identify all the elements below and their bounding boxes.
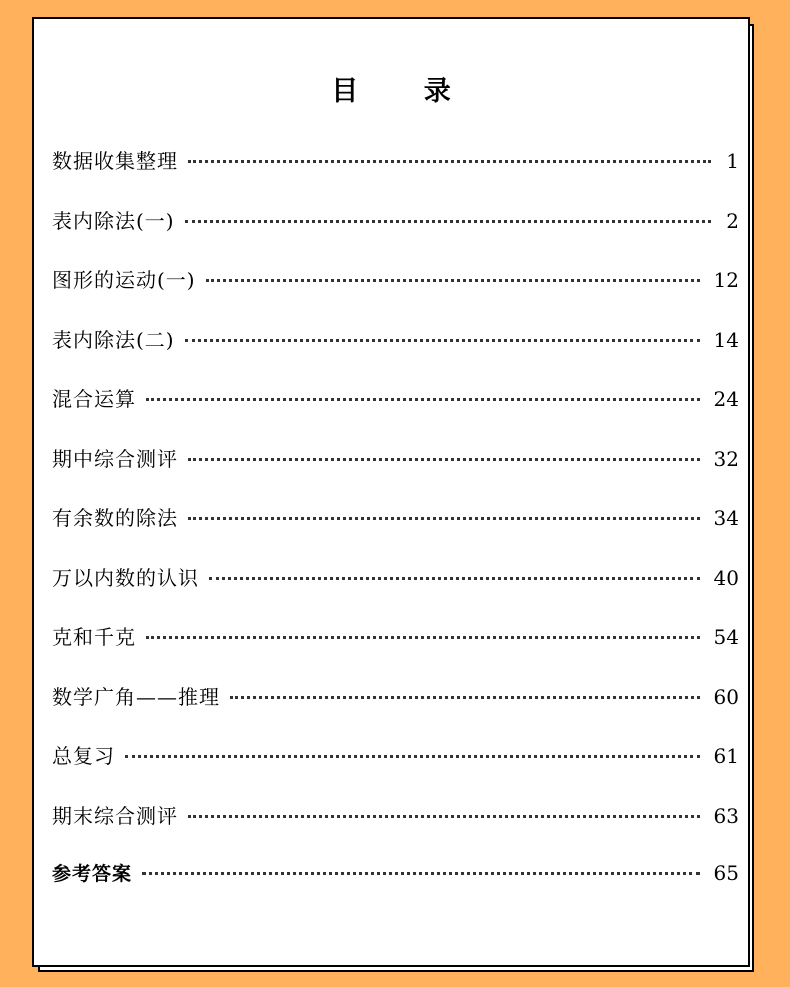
toc-entry-page-number: 12 bbox=[713, 268, 739, 292]
toc-entry-page-number: 2 bbox=[726, 208, 739, 233]
table-of-contents bbox=[52, 145, 739, 919]
dot-leader bbox=[146, 398, 700, 401]
toc-entry-label: 表内除法(一) bbox=[52, 208, 175, 233]
toc-entry-label: 数据收集整理 bbox=[52, 149, 178, 173]
dot-leader bbox=[209, 577, 700, 580]
toc-entry-label: 参考答案 bbox=[52, 863, 133, 885]
toc-page bbox=[32, 17, 750, 967]
toc-entry-division-remainder[interactable] bbox=[52, 502, 739, 562]
toc-entry-page-number: 32 bbox=[713, 446, 739, 471]
toc-entry-label: 图形的运动(一) bbox=[52, 268, 196, 292]
toc-entry-label: 混合运算 bbox=[52, 387, 136, 411]
toc-entry-label: 克和千克 bbox=[52, 625, 136, 649]
toc-entry-page-number: 40 bbox=[713, 565, 739, 590]
toc-entry-final-review[interactable] bbox=[52, 800, 739, 860]
dot-leader bbox=[185, 220, 711, 223]
dot-leader bbox=[146, 636, 700, 639]
toc-entry-page-number: 24 bbox=[713, 387, 739, 411]
toc-entry-midterm-review[interactable] bbox=[52, 443, 739, 503]
toc-entry-page-number: 54 bbox=[713, 625, 739, 649]
dot-leader bbox=[188, 517, 700, 520]
dot-leader bbox=[206, 279, 700, 282]
toc-entry-label: 数学广角——推理 bbox=[52, 684, 220, 709]
toc-entry-label: 期末综合测评 bbox=[52, 803, 178, 828]
toc-entry-label: 期中综合测评 bbox=[52, 446, 178, 471]
toc-entry-mixed-operations[interactable] bbox=[52, 383, 739, 443]
toc-entry-answer-key[interactable] bbox=[52, 859, 739, 919]
toc-entry-numbers-within-10000[interactable] bbox=[52, 562, 739, 622]
toc-entry-label: 总复习 bbox=[52, 744, 115, 768]
toc-entry-grams-kilograms[interactable] bbox=[52, 621, 739, 681]
toc-entry-label: 有余数的除法 bbox=[52, 506, 178, 530]
toc-entry-page-number: 60 bbox=[713, 684, 739, 709]
dot-leader bbox=[230, 696, 700, 699]
toc-entry-page-number: 14 bbox=[713, 327, 739, 352]
toc-entry-label: 万以内数的认识 bbox=[52, 565, 199, 590]
toc-entry-page-number: 63 bbox=[713, 803, 739, 828]
dot-leader bbox=[188, 815, 700, 818]
dot-leader bbox=[188, 458, 700, 461]
page-title: 目 录 bbox=[331, 76, 479, 107]
dot-leader bbox=[142, 872, 700, 875]
dot-leader bbox=[185, 339, 700, 342]
dot-leader bbox=[188, 160, 711, 163]
toc-entry-data-collection[interactable] bbox=[52, 145, 739, 205]
toc-entry-page-number: 65 bbox=[713, 861, 739, 885]
toc-entry-page-number: 1 bbox=[726, 149, 739, 173]
toc-entry-division-2[interactable] bbox=[52, 324, 739, 384]
toc-entry-division-1[interactable] bbox=[52, 205, 739, 265]
toc-entry-page-number: 61 bbox=[713, 744, 739, 768]
toc-entry-math-reasoning[interactable] bbox=[52, 681, 739, 741]
toc-entry-page-number: 34 bbox=[713, 506, 739, 530]
toc-entry-general-review[interactable] bbox=[52, 740, 739, 800]
toc-entry-shape-motion[interactable] bbox=[52, 264, 739, 324]
toc-entry-label: 表内除法(二) bbox=[52, 327, 175, 352]
dot-leader bbox=[125, 755, 700, 758]
